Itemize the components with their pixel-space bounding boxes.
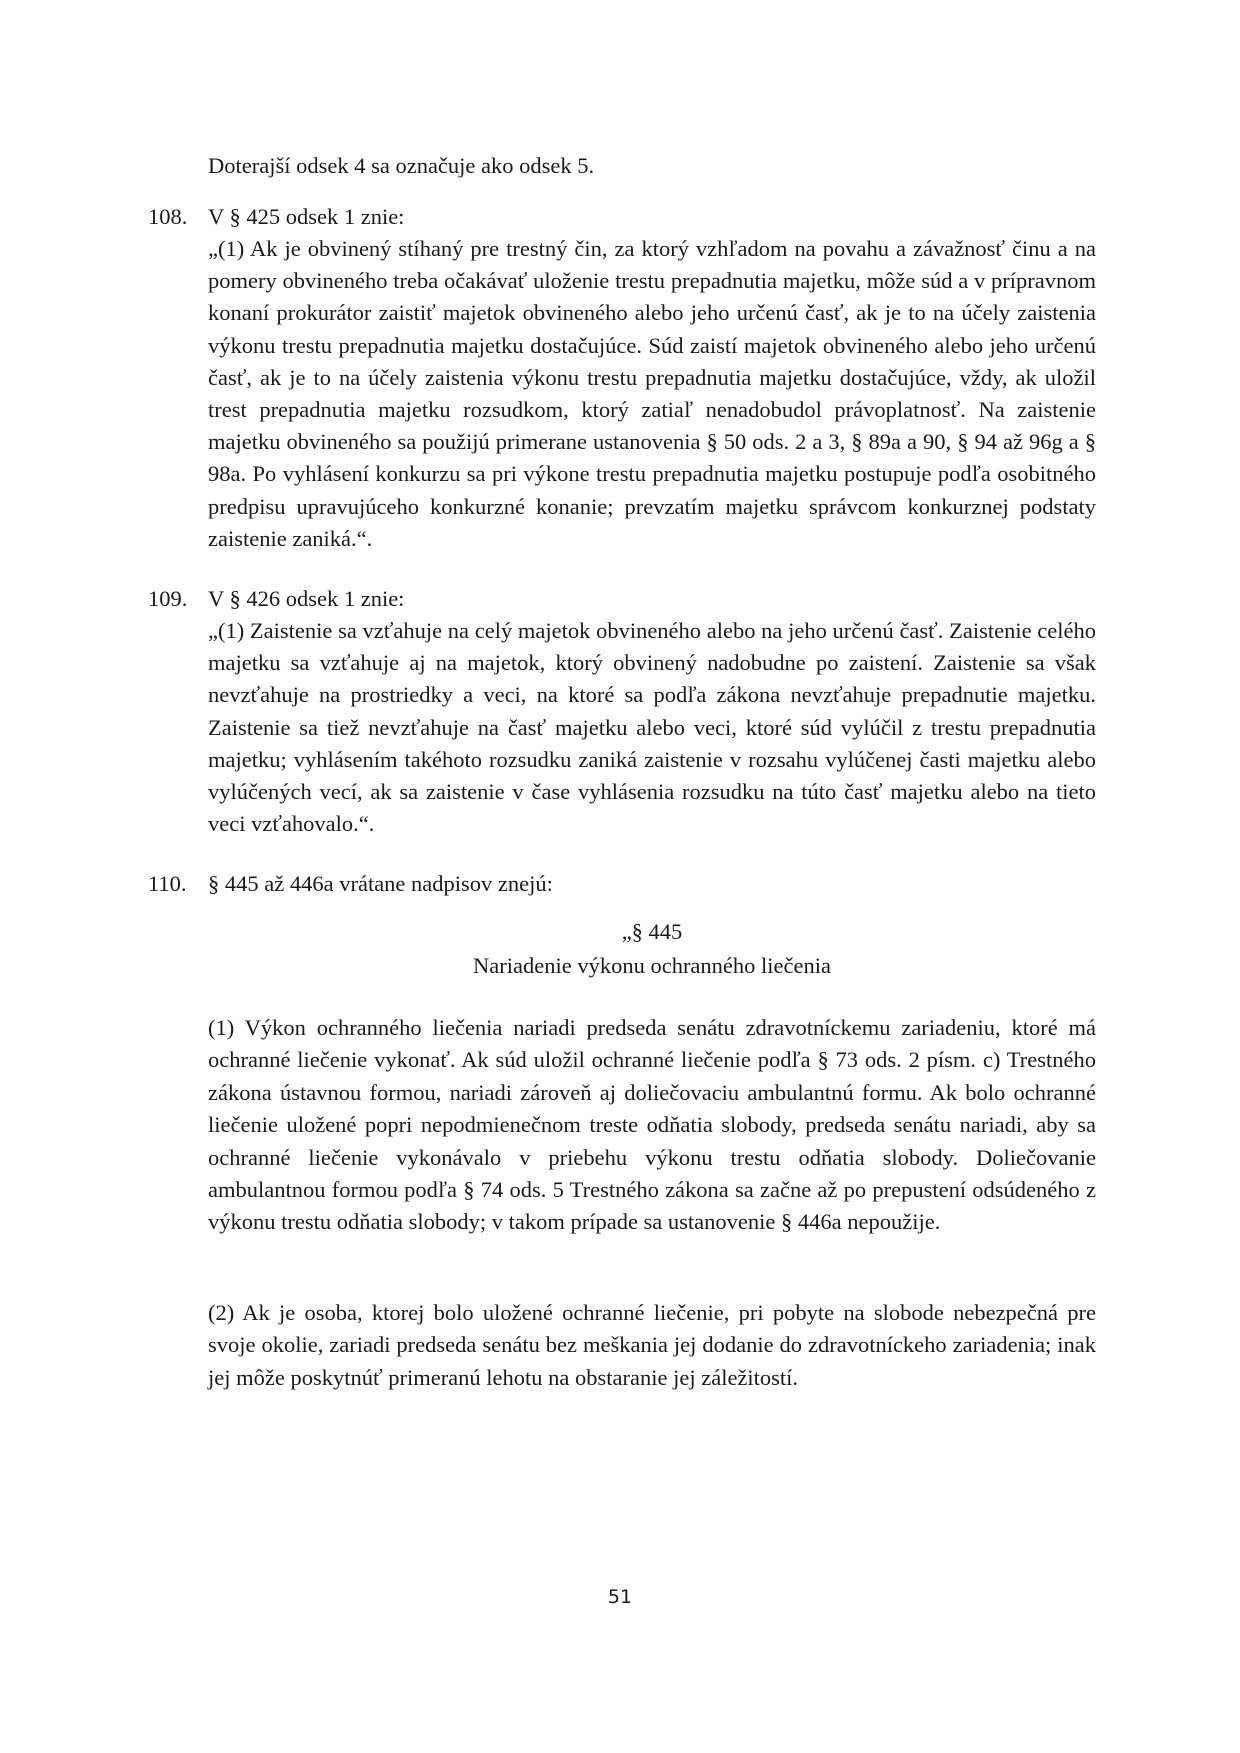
paragraph-1: (1) Výkon ochranného liečenia nariadi predseda senátu zdravotníckemu zariadeniu, ktoré má ochranné liečenie vykonať. Ak súd uložil ochranné liečenie podľa § 73 ods. 2 písm. c) Trestného zákona ústavnou formou, nariadi zároveň aj doliečovaciu ambulantnú formu. Ak bolo ochranné liečenie uložené popri nepodmienečnom treste odňatia slobody, predseda senátu nariadi, aby sa ochranné liečenie vykonávalo v priebehu výkonu trestu odňatia slobody. Doliečovanie ambulantnou formou podľa § 74 ods. 5 Trestného zákona sa začne až po prepustení odsúdeného z výkonu trestu odňatia slobody; v takom prípade sa ustanovenie § 446a nepoužije. [208, 1015, 1096, 1235]
item-heading-108: V § 425 odsek 1 znie: [208, 204, 405, 229]
item-body-109: „(1) Zaistenie sa vzťahuje na celý majetok obvineného alebo na jeho určenú časť. Zaistenie celého majetku sa vzťahuje aj na majetok, ktorý obvinený nadobudne po zaistení. Zaistenie sa však nevzťahuje na prostriedky a veci, na ktoré sa podľa zákona nevzťahuje prepadnutie majetku. Zaistenie sa tiež nevzťahuje na časť majetku alebo veci, ktoré súd vylúčil z trestu prepadnutia majetku; vyhlásením takéhoto rozsudku zaniká zaistenie v rozsahu vylúčenej časti majetku alebo vylúčených vecí, ak sa zaistenie v čase vyhlásenia rozsudku na túto časť majetku alebo na tieto veci vzťahovalo.“. [208, 618, 1096, 837]
section-title: Nariadenie výkonu ochranného liečenia [473, 953, 831, 978]
item-number-109: 109. [148, 586, 188, 611]
item-number-110: 110. [148, 871, 187, 896]
paragraph-2: (2) Ak je osoba, ktorej bolo uložené ochranné liečenie, pri pobyte na slobode nebezpečná pre svoje okolie, zariadi predseda senátu bez meškania jej dodanie do zdravotníckeho zariadenia; inak jej môže poskytnúť primeranú lehotu na obstaranie jej záležitostí. [208, 1300, 1096, 1390]
intro-line: Doterajší odsek 4 sa označuje ako odsek 5. [208, 153, 595, 178]
section-number: „§ 445 [621, 919, 683, 944]
item-number-108: 108. [148, 204, 188, 229]
item-heading-110: § 445 až 446a vrátane nadpisov znejú: [208, 871, 553, 896]
page-number: 51 [607, 1586, 633, 1608]
item-body-108: „(1) Ak je obvinený stíhaný pre trestný čin, za ktorý vzhľadom na povahu a závažnosť činu a na pomery obvineného treba očakávať uloženie trestu prepadnutia majetku, môže súd a v prípravnom konaní prokurátor zaistiť majetok obvineného alebo jeho určenú časť, ak je to na účely zaistenia výkonu trestu prepadnutia majetku dostačujúce. Súd zaistí majetok obvineného alebo jeho určenú časť, ak je to na účely zaistenia výkonu trestu prepadnutia majetku dostačujúce, vždy, ak uložil trest prepadnutia majetku rozsudkom, ktorý zatiaľ nenadobudol právoplatnosť. Na zaistenie majetku obvineného sa použijú primerane ustanovenia § 50 ods. 2 a 3, § 89a a 90, § 94 až 96g a § 98a. Po vyhlásení konkurzu sa pri výkone trestu prepadnutia majetku postupuje podľa osobitného predpisu upravujúceho konkurzné konanie; prevzatím majetku správcom konkurznej podstaty zaistenie zaniká.“. [208, 236, 1096, 551]
item-heading-109: V § 426 odsek 1 znie: [208, 586, 405, 611]
